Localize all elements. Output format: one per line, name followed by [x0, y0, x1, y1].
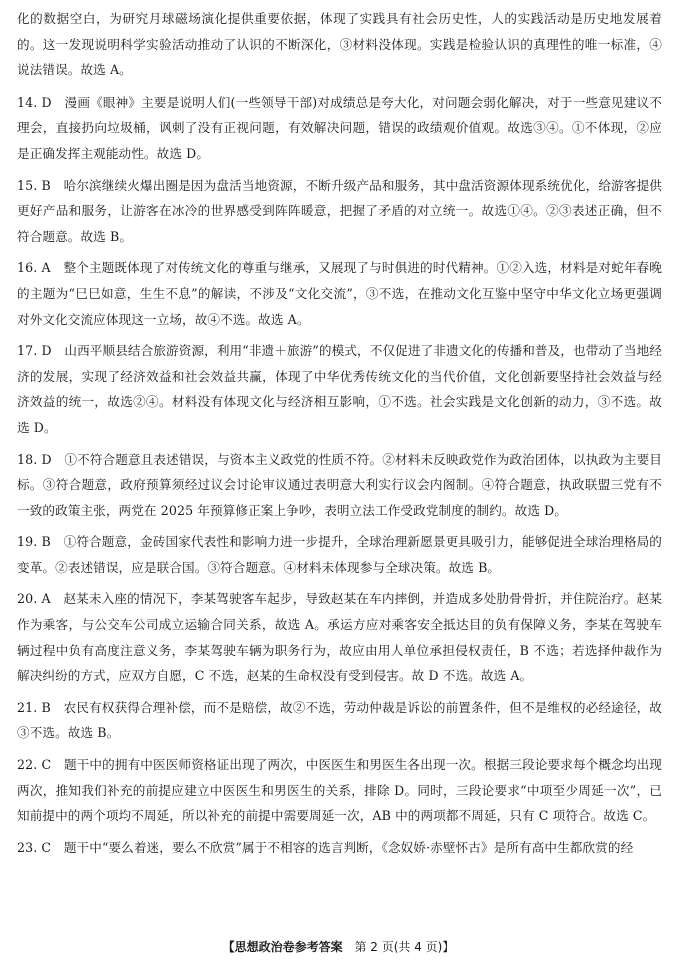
answer-23: 23. C 题干中“要么着迷，要么不欣赏”属于不相容的选言判断，《念奴娇·赤壁怀古》是所有高中生都欣赏的经 — [17, 839, 634, 855]
answer-paragraph-continuation: 化的数据空白，为研究月球磁场演化提供重要依据，体现了实践具有社会历史性，人的实践活动是历史地发展着的。这一发现说明科学实验活动推动了认识的不断深化，③材料没体现。实践是检验认识的真理性的唯一标准，④说法错误。故选 A。 — [17, 11, 662, 78]
answer-22: 22. C 题干中的拥有中医医师资格证出现了两次，中医医生和男医生各出现一次。根据三段论要求每个概念均出现两次，推知我们补充的前提应建立中医医生和男医生的关系，排除 D。同时，三段论要求“中项至少周延一次”，已知前提中的两个项均不周延，所以补充的前提中需要周延一次，AB 中的两项都不周延，只有 C 项符合。故选 C。 — [17, 757, 662, 824]
answer-16: 16. A 整个主题既体现了对传统文化的尊重与继承，又展现了与时俱进的时代精神。①②入选，材料是对蛇年春晚的主题为“巳巳如意，生生不息”的解读，不涉及“文化交流”，③不选，在推动文化互鉴中坚守中华文化立场更强调对外文化交流应体现这一立场，故④不选。故选 A。 — [17, 260, 662, 327]
answer-17: 17. D 山西平顺县结合旅游资源，利用“非遗＋旅游”的模式，不仅促进了非遗文化的传播和普及，也带动了当地经济的发展，实现了经济效益和社会效益共赢，体现了中华优秀传统文化的当代价值，文化创新要坚持社会效益与经济效益的统一，故选②④。材料没有体现文化与经济相互影响，①不选。社会实践是文化创新的动力，③不选。故选 D。 — [17, 343, 662, 435]
answer-18: 18. D ①不符合题意且表述错误，与资本主义政党的性质不符。②材料未反映政党作为政治团体，以执政为主要目标。③符合题意，政府预算须经过议会讨论审议通过表明意大利实行议会内阁制。④符合题意，执政联盟三党有不一致的政策主张，两党在 2025 年预算修正案上争吵，表明立法工作受政党制度的制约。故选 D。 — [17, 451, 662, 518]
answer-20: 20. A 赵某未入座的情况下，李某驾驶客车起步，导致赵某在车内摔倒，并造成多处肋骨骨折，并住院治疗。赵某作为乘客，与公交车公司成立运输合同关系，故选 A。承运方应对乘客安全抵达目的负有保障义务，李某在驾驶车辆过程中负有高度注意义务，李某驾驶车辆为职务行为，故应由用人单位承担侵权责任，B 不选；若选择仲裁作为解决纠纷的方式，应双方自愿，C 不选，赵某的生命权没有受到侵害。故 D 不选。故选 A。 — [17, 591, 662, 684]
page-footer — [0, 938, 677, 955]
answer-14: 14. D 漫画《眼神》主要是说明人们(一些领导干部)对成绩总是夸大化，对问题会弱化解决，对于一些意见建议不理会，直接扔向垃圾桶，讽刺了没有正视问题，有效解决问题，错误的政绩观价值观。故选③④。①不体现，②应是正确发挥主观能动性。故选 D。 — [17, 94, 662, 161]
answer-document — [17, 6, 662, 866]
footer-title: 【思想政治卷参考答案 — [222, 940, 343, 954]
answer-21: 21. B 农民有权获得合理补偿，而不是赔偿，故②不选，劳动仲裁是诉讼的前置条件，但不是维权的必经途径，故③不选。故选 B。 — [17, 699, 662, 741]
answer-15: 15. B 哈尔滨继续火爆出圈是因为盘活当地资源，不断升级产品和服务，其中盘活资源体现系统优化，给游客提供更好产品和服务，让游客在冰冷的世界感受到阵阵暖意，把握了矛盾的对立统一。故选①④。②③表述正确，但不符合题意。故选 B。 — [17, 177, 662, 244]
answer-19: 19. B ①符合题意，金砖国家代表性和影响力进一步提升，全球治理新愿景更具吸引力，能够促进全球治理格局的变革。②表述错误，应是联合国。③符合题意。④材料未体现参与全球决策。故选 B。 — [17, 534, 662, 575]
footer-page-number: 第 2 页(共 4 页)】 — [354, 940, 455, 954]
